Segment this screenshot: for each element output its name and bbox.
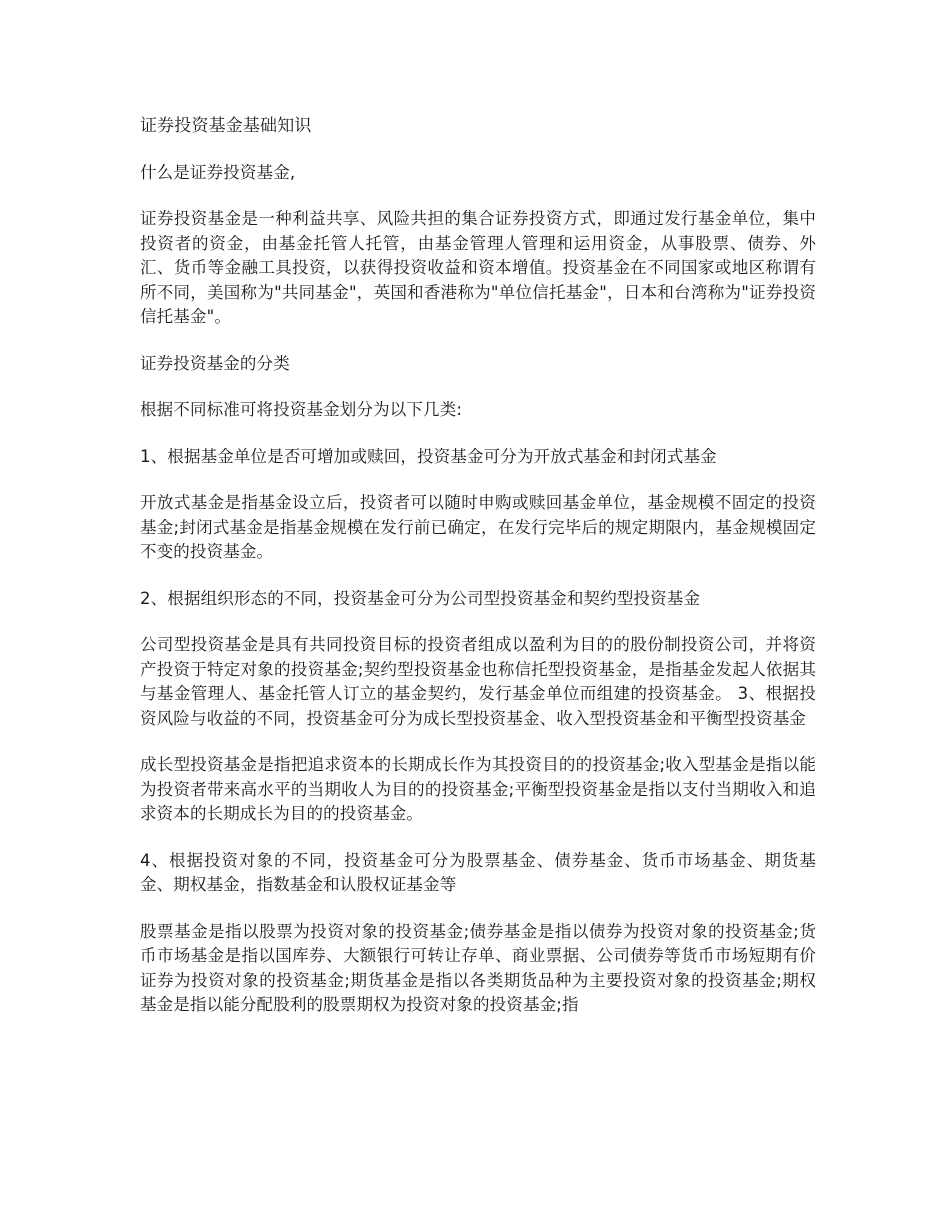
paragraph-corporate-contract-fund: 公司型投资基金是具有共同投资目标的投资者组成以盈利为目的的股份制投资公司，并将资产投资于特定对象的投资基金;契约型投资基金也称信托型投资基金，是指基金发起人依据其与基金管理人、基金托管人订立的基金契约，发行基金单位而组建的投资基金。 3、根据投资风险与收益的不同，投资基金可分为成长型投资基金、收入型投资基金和平衡型投资基金 bbox=[140, 635, 816, 728]
document-page bbox=[140, 114, 816, 1040]
paragraph-definition: 证券投资基金是一种利益共享、风险共担的集合证券投资方式，即通过发行基金单位，集中投资者的资金，由基金托管人托管，由基金管理人管理和运用资金，从事股票、债券、外汇、货币等金融工具投资，以获得投资收益和资本增值。投资基金在不同国家或地区称谓有所不同，美国称为"共同基金"，英国和香港称为"单位信托基金"，日本和台湾称为"证券投资信托基金"。 bbox=[140, 209, 816, 326]
section-heading-1: 1、根据基金单位是否可增加或赎回，投资基金可分为开放式基金和封闭式基金 bbox=[140, 446, 717, 466]
paragraph-fund-types-by-object: 股票基金是指以股票为投资对象的投资基金;债券基金是指以债券为投资对象的投资基金;货币市场基金是指以国库券、大额银行可转让存单、商业票据、公司债券等货币市场短期有价证券为投资对象的投资基金;期货基金是指以各类期货品种为主要投资对象的投资基金;期权基金是指以能分配股利的股票期权为投资对象的投资基金;指 bbox=[140, 921, 816, 1014]
paragraph-what-is-fund: 什么是证券投资基金, bbox=[140, 162, 296, 182]
paragraph-classification-intro: 根据不同标准可将投资基金划分为以下几类: bbox=[140, 400, 463, 419]
paragraph-growth-income-fund: 成长型投资基金是指把追求资本的长期成长作为其投资目的的投资基金;收入型基金是指以能为投资者带来高水平的当期收人为目的的投资基金;平衡型投资基金是指以支付当期收入和追求资本的长期成长为目的的投资基金。 bbox=[140, 755, 816, 823]
paragraph-open-closed-fund: 开放式基金是指基金设立后，投资者可以随时申购或赎回基金单位，基金规模不固定的投资基金;封闭式基金是指基金规模在发行前已确定，在发行完毕后的规定期限内，基金规模固定不变的投资基金。 bbox=[140, 493, 816, 561]
document-title: 证券投资基金基础知识 bbox=[140, 116, 312, 136]
section-heading-4: 4、根据投资对象的不同，投资基金可分为股票基金、债券基金、货币市场基金、期货基金、期权基金，指数基金和认股权证基金等 bbox=[140, 850, 816, 894]
section-heading-2: 2、根据组织形态的不同，投资基金可分为公司型投资基金和契约型投资基金 bbox=[140, 588, 701, 608]
section-heading-classification: 证券投资基金的分类 bbox=[140, 353, 290, 373]
